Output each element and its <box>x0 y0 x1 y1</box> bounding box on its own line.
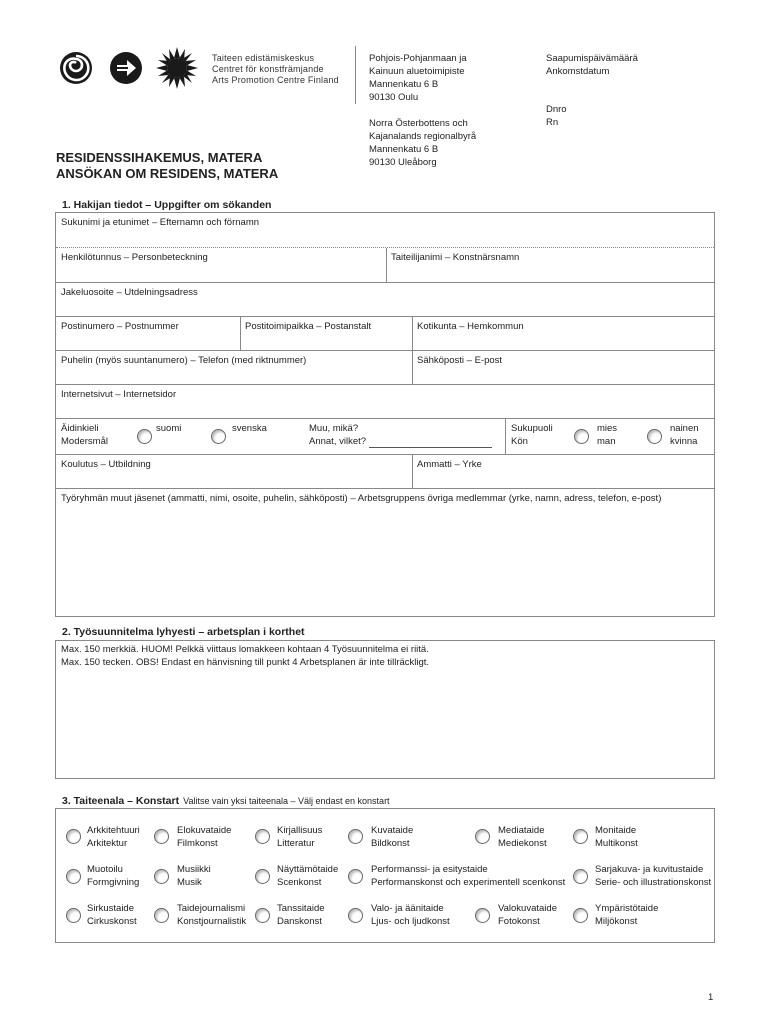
work-plan-note-sv: Max. 150 tecken. OBS! Endast en hänvisning till punkt 4 Arbetsplanen är inte tillräckligt. <box>61 657 430 668</box>
other-lang-input[interactable] <box>369 447 492 448</box>
page-number: 1 <box>708 992 714 1003</box>
org-name: Taiteen edistämiskeskus Centret för konstfrämjande Arts Promotion Centre Finland <box>212 53 339 85</box>
postoffice-field[interactable]: Postitoimipaikka – Postanstalt <box>245 321 372 332</box>
art-film-radio[interactable] <box>154 829 169 844</box>
art-dance-radio[interactable] <box>255 908 270 923</box>
gender-label: Sukupuoli Kön <box>511 423 553 447</box>
art-visual-radio[interactable] <box>348 829 363 844</box>
art-architecture-radio[interactable] <box>66 829 81 844</box>
art-theatre-label: Näyttämötaide Scenkonst <box>277 864 339 888</box>
address-field[interactable]: Jakeluosoite – Utdelningsadress <box>61 287 198 298</box>
art-multi-label: Monitaide Multikonst <box>595 825 638 849</box>
art-environmental-label: Ympäristötaide Miljökonst <box>595 903 659 927</box>
postcode-field[interactable]: Postinumero – Postnummer <box>61 321 179 332</box>
art-light-sound-label: Valo- ja äänitaide Ljus- och ljudkonst <box>371 903 450 927</box>
art-music-radio[interactable] <box>154 869 169 884</box>
dnro-label: Dnro Rn <box>546 104 567 128</box>
art-photography-radio[interactable] <box>475 908 490 923</box>
art-environmental-radio[interactable] <box>573 908 588 923</box>
lang-sv-label: svenska <box>232 423 267 434</box>
art-design-radio[interactable] <box>66 869 81 884</box>
art-circus-radio[interactable] <box>66 908 81 923</box>
art-journalism-label: Taidejournalismi Konstjournalistik <box>177 903 247 927</box>
art-theatre-radio[interactable] <box>255 869 270 884</box>
mother-tongue-label: Äidinkieli Modersmål <box>61 423 108 447</box>
section1-frame <box>55 212 715 617</box>
art-dance-label: Tanssitaide Danskonst <box>277 903 325 927</box>
art-media-radio[interactable] <box>475 829 490 844</box>
art-performance-radio[interactable] <box>348 869 363 884</box>
arrow-logo-icon <box>108 50 144 86</box>
education-field[interactable]: Koulutus – Utbildning <box>61 459 151 470</box>
art-literature-label: Kirjallisuus Litteratur <box>277 825 323 849</box>
artist-name-field[interactable]: Taiteilijanimi – Konstnärsnamn <box>391 252 520 263</box>
page-title: RESIDENSSIHAKEMUS, MATERA ANSÖKAN OM RESIDENS, MATERA <box>56 150 279 181</box>
art-visual-label: Kuvataide Bildkonst <box>371 825 414 849</box>
art-circus-label: Sirkustaide Cirkuskonst <box>87 903 137 927</box>
arrival-date-label: Saapumispäivämäärä Ankomstdatum <box>546 53 638 77</box>
art-film-label: Elokuvataide Filmkonst <box>177 825 232 849</box>
phone-field[interactable]: Puhelin (myös suuntanumero) – Telefon (med riktnummer) <box>61 355 307 366</box>
art-comics-label: Sarjakuva- ja kuvitustaide Serie- och illustrationskonst <box>595 864 712 888</box>
group-members-field[interactable]: Työryhmän muut jäsenet (ammatti, nimi, osoite, puhelin, sähköposti) – Arbetsgruppens övriga medlemmar (yrke, namn, adress, telefon, e-post) <box>61 493 662 504</box>
email-field[interactable]: Sähköposti – E-post <box>417 355 503 366</box>
name-field[interactable]: Sukunimi ja etunimet – Efternamn och förnamn <box>61 217 260 228</box>
other-lang-label: Muu, mikä? Annat, vilket? <box>309 423 367 447</box>
lang-fi-radio[interactable] <box>137 429 152 444</box>
section3-note: Valitse vain yksi taiteenala – Välj endast en konstart <box>183 796 390 806</box>
art-light-sound-radio[interactable] <box>348 908 363 923</box>
sun-logo-icon <box>155 46 199 90</box>
gender-male-label: mies man <box>597 423 618 447</box>
art-literature-radio[interactable] <box>255 829 270 844</box>
section2-title: 2. Työsuunnitelma lyhyesti – arbetsplan i korthet <box>62 626 305 638</box>
municipality-field[interactable]: Kotikunta – Hemkommun <box>417 321 524 332</box>
website-field[interactable]: Internetsivut – Internetsidor <box>61 389 177 400</box>
office-address-fi: Pohjois-Pohjanmaan ja Kainuun aluetoimipiste Mannenkatu 6 B 90130 Oulu <box>369 53 467 103</box>
art-media-label: Mediataide Mediekonst <box>498 825 547 849</box>
lang-sv-radio[interactable] <box>211 429 226 444</box>
art-performance-label: Performanssi- ja esitystaide Performanskonst och experimentell scenkonst <box>371 864 566 888</box>
section3-title: 3. Taiteenala – Konstart Valitse vain yksi taiteenala – Välj endast en konstart <box>62 795 390 807</box>
gender-female-label: nainen kvinna <box>670 423 699 447</box>
art-architecture-label: Arkkitehtuuri Arkitektur <box>87 825 140 849</box>
gender-female-radio[interactable] <box>647 429 662 444</box>
profession-field[interactable]: Ammatti – Yrke <box>417 459 482 470</box>
art-comics-radio[interactable] <box>573 869 588 884</box>
office-address-sv: Norra Österbottens och Kajanalands regionalbyrå Mannenkatu 6 B 90130 Uleåborg <box>369 118 477 168</box>
ssn-field[interactable]: Henkilötunnus – Personbeteckning <box>61 252 208 263</box>
header-divider <box>355 46 356 104</box>
lang-fi-label: suomi <box>156 423 182 434</box>
section1-title: 1. Hakijan tiedot – Uppgifter om sökanden <box>62 199 272 211</box>
art-multi-radio[interactable] <box>573 829 588 844</box>
gender-male-radio[interactable] <box>574 429 589 444</box>
art-photography-label: Valokuvataide Fotokonst <box>498 903 557 927</box>
spiral-logo-icon <box>58 50 94 86</box>
art-design-label: Muotoilu Formgivning <box>87 864 140 888</box>
art-music-label: Musiikki Musik <box>177 864 211 888</box>
work-plan-note-fi: Max. 150 merkkiä. HUOM! Pelkkä viittaus lomakkeen kohtaan 4 Työsuunnitelma ei riitä. <box>61 644 429 655</box>
art-journalism-radio[interactable] <box>154 908 169 923</box>
